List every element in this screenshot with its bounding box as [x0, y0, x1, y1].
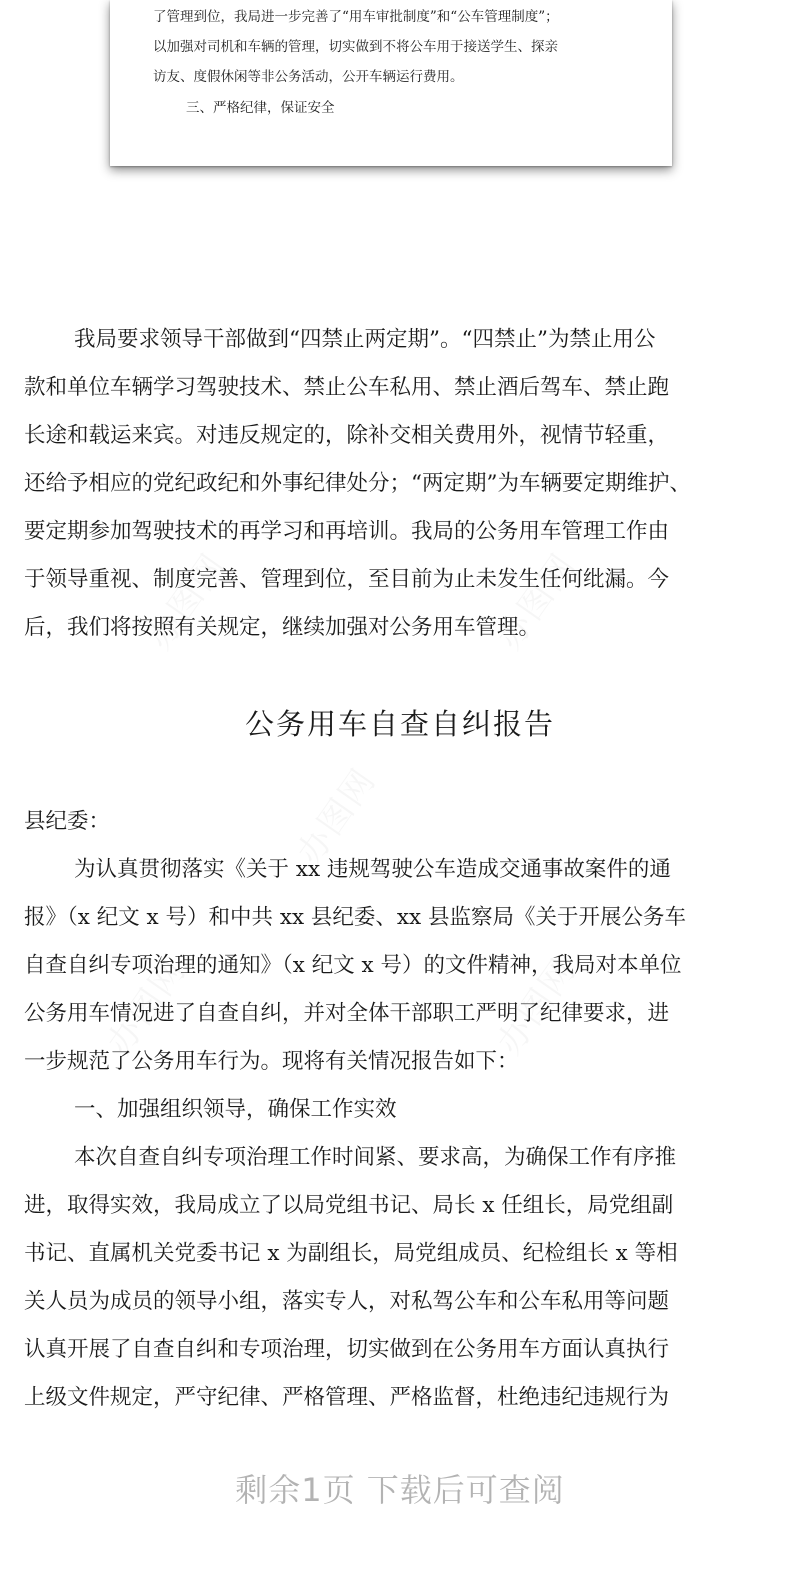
preview-page-card: [110, 0, 672, 166]
preview-heading: 三、严格纪律，保证安全: [186, 100, 335, 116]
section1-line: 要定期参加驾驶技术的再学习和再培训。我局的公务用车管理工作由: [24, 519, 670, 544]
report-body: [24, 798, 776, 1422]
report-intro-line: 为认真贯彻落实《关于 xx 违规驾驶公车造成交通事故案件的通: [74, 857, 671, 882]
section1-paragraph: [24, 316, 776, 652]
report-intro-line: 一步规范了公务用车行为。现将有关情况报告如下：: [24, 1049, 519, 1074]
section1-line: 后，我们将按照有关规定，继续加强对公务用车管理。: [24, 615, 541, 640]
report-body-line: 进，取得实效，我局成立了以局党组书记、局长 x 任组长，局党组副: [24, 1193, 674, 1218]
remaining-pages-note[interactable]: 剩余1页 下载后可查阅: [235, 1471, 565, 1509]
report-intro-line: 报》（x 纪文 x 号）和中共 xx 县纪委、xx 县监察局《关于开展公务车: [24, 905, 687, 930]
preview-line-2: 以加强对司机和车辆的管理，切实做到不将公车用于接送学生、探亲: [153, 39, 558, 55]
report-body-line: 书记、直属机关党委书记 x 为副组长，局党组成员、纪检组长 x 等相: [24, 1241, 678, 1266]
report-body-line: 认真开展了自查自纠和专项治理，切实做到在公务用车方面认真执行: [24, 1337, 670, 1362]
section1-line: 长途和载运来宾。对违反规定的，除补交相关费用外，视情节轻重，: [24, 423, 670, 448]
preview-line-3: 访友、度假休闲等非公务活动，公开车辆运行费用。: [153, 69, 464, 85]
report-heading-1: 一、加强组织领导，确保工作实效: [74, 1097, 397, 1122]
report-intro-line: 自查自纠专项治理的通知》（x 纪文 x 号）的文件精神，我局对本单位: [24, 953, 682, 978]
section1-line: 于领导重视、制度完善、管理到位，至目前为止未发生任何纰漏。今: [24, 567, 670, 592]
section1-line: 我局要求领导干部做到“四禁止两定期”。“四禁止”为禁止用公: [74, 327, 656, 352]
report-salutation: 县纪委：: [24, 809, 111, 834]
report-body-line: 上级文件规定，严守纪律、严格管理、严格监督，杜绝违纪违规行为: [24, 1385, 670, 1410]
preview-line-1: 了管理到位，我局进一步完善了“用车审批制度”和“公车管理制度”；: [153, 9, 559, 25]
report-title: 公务用车自查自纠报告: [244, 707, 555, 741]
section1-line: 款和单位车辆学习驾驶技术、禁止公车私用、禁止酒后驾车、禁止跑: [24, 375, 670, 400]
report-body-line: 本次自查自纠专项治理工作时间紧、要求高，为确保工作有序推: [74, 1145, 677, 1170]
report-body-line: 关人员为成员的领导小组，落实专人，对私驾公车和公车私用等问题: [24, 1289, 670, 1314]
report-intro-line: 公务用车情况进了自查自纠，并对全体干部职工严明了纪律要求，进: [24, 1001, 670, 1026]
section1-line: 还给予相应的党纪政纪和外事纪律处分；“两定期”为车辆要定期维护、: [24, 471, 691, 496]
